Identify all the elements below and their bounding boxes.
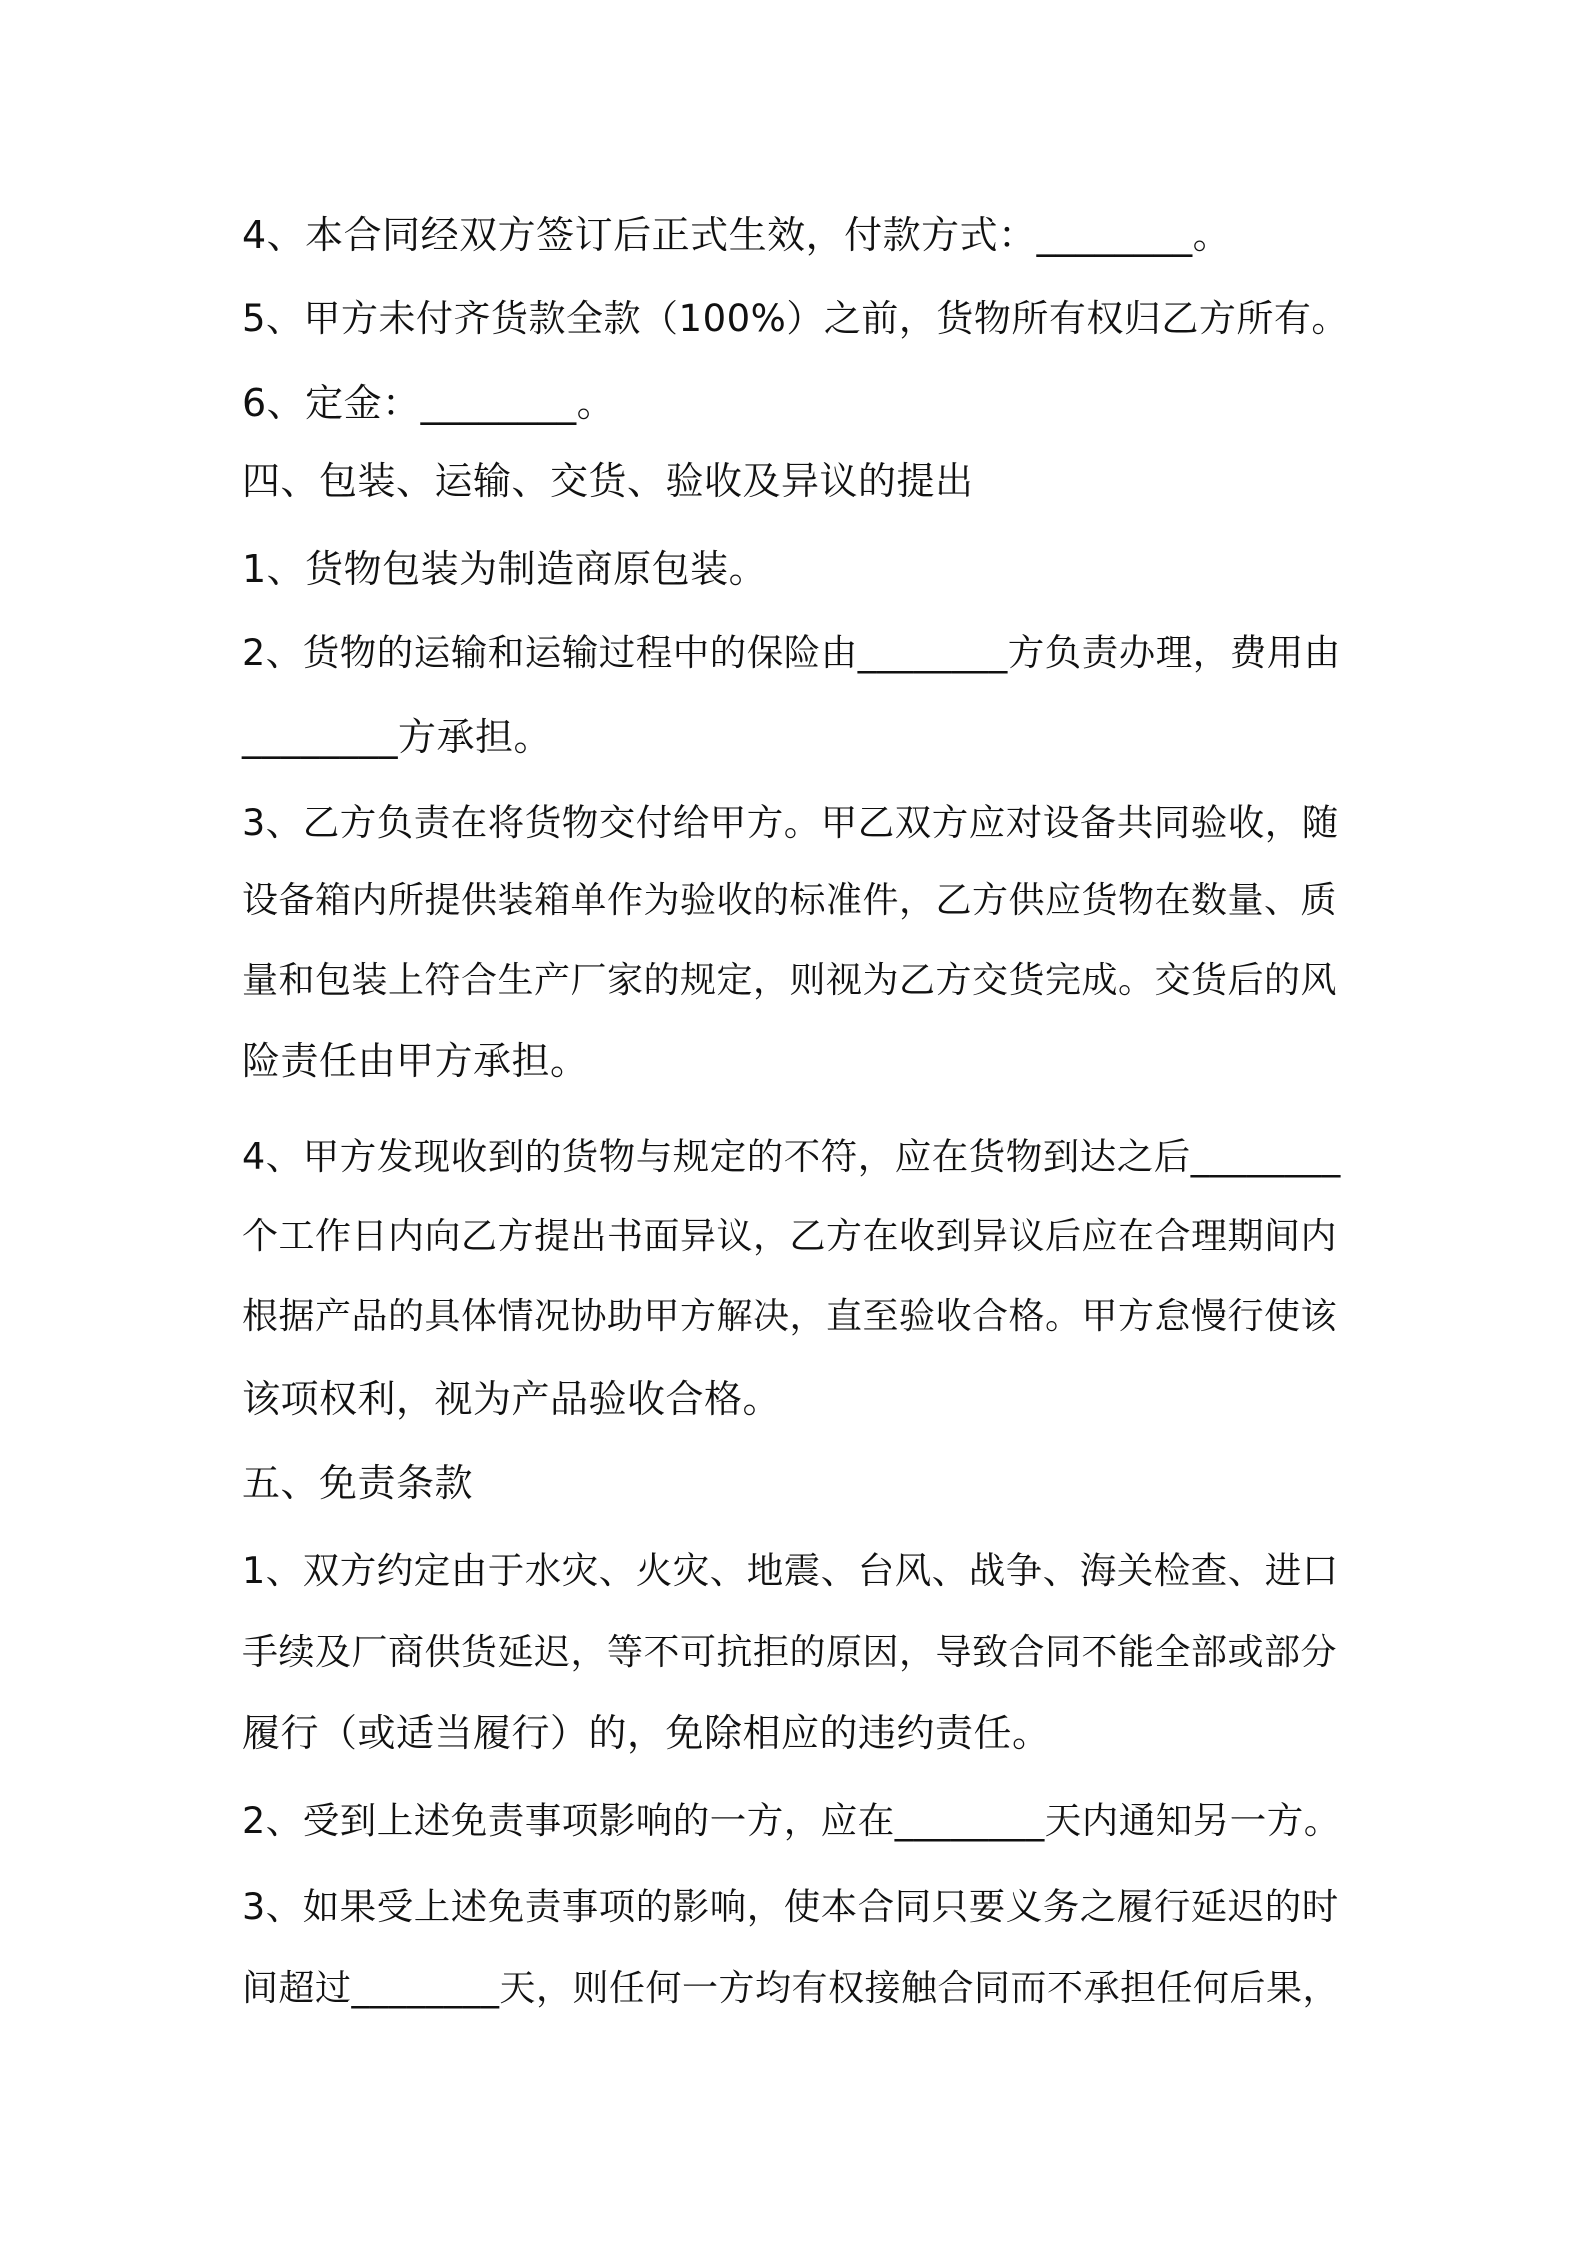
clause-2-transport-line-1: 2、货物的运输和运输过程中的保险由________方负责办理，费用由 bbox=[242, 631, 1341, 674]
clause-3-delivery-line-3: 量和包装上符合生产厂家的规定，则视为乙方交货完成。交货后的风 bbox=[242, 960, 1338, 1001]
clause-4-objection-line-4: 该项权利，视为产品验收合格。 bbox=[242, 1377, 782, 1421]
clause-4-objection-line-3: 根据产品的具体情况协助甲方解决，直至验收合格。甲方怠慢行使该 bbox=[242, 1296, 1338, 1337]
section-heading-5: 五、免责条款 bbox=[242, 1461, 474, 1505]
clause-3-delay-line-2: 间超过________天，则任何一方均有权接触合同而不承担任何后果， bbox=[242, 1968, 1340, 2009]
clause-4-objection-line-2: 个工作日内向乙方提出书面异议，乙方在收到异议后应在合理期间内 bbox=[242, 1216, 1338, 1257]
clause-3-delivery-line-4: 险责任由甲方承担。 bbox=[242, 1039, 589, 1083]
clause-2-notice: 2、受到上述免责事项影响的一方，应在________天内通知另一方。 bbox=[242, 1799, 1341, 1842]
clause-3-delivery-line-1: 3、乙方负责在将货物交付给甲方。甲乙双方应对设备共同验收，随 bbox=[242, 801, 1339, 844]
section-heading-4: 四、包装、运输、交货、验收及异议的提出 bbox=[242, 459, 974, 503]
clause-4-payment: 4、本合同经双方签订后正式生效，付款方式：________。 bbox=[242, 213, 1232, 257]
clause-3-delay-line-1: 3、如果受上述免责事项的影响，使本合同只要义务之履行延迟的时 bbox=[242, 1885, 1339, 1928]
clause-4-objection-line-1: 4、甲方发现收到的货物与规定的不符，应在货物到达之后________ bbox=[242, 1135, 1341, 1178]
clause-1-force-majeure-line-3: 履行（或适当履行）的，免除相应的违约责任。 bbox=[242, 1711, 1051, 1755]
clause-5-ownership: 5、甲方未付齐货款全款（100%）之前，货物所有权归乙方所有。 bbox=[242, 297, 1349, 340]
clause-1-packaging: 1、货物包装为制造商原包装。 bbox=[242, 547, 768, 591]
clause-3-delivery-line-2: 设备箱内所提供装箱单作为验收的标准件，乙方供应货物在数量、质 bbox=[242, 880, 1338, 921]
clause-2-transport-line-2: ________方承担。 bbox=[242, 715, 553, 759]
clause-1-force-majeure-line-1: 1、双方约定由于水灾、火灾、地震、台风、战争、海关检查、进口 bbox=[242, 1549, 1339, 1592]
clause-6-deposit: 6、定金：________。 bbox=[242, 381, 616, 425]
clause-1-force-majeure-line-2: 手续及厂商供货延迟，等不可抗拒的原因，导致合同不能全部或部分 bbox=[242, 1632, 1338, 1673]
